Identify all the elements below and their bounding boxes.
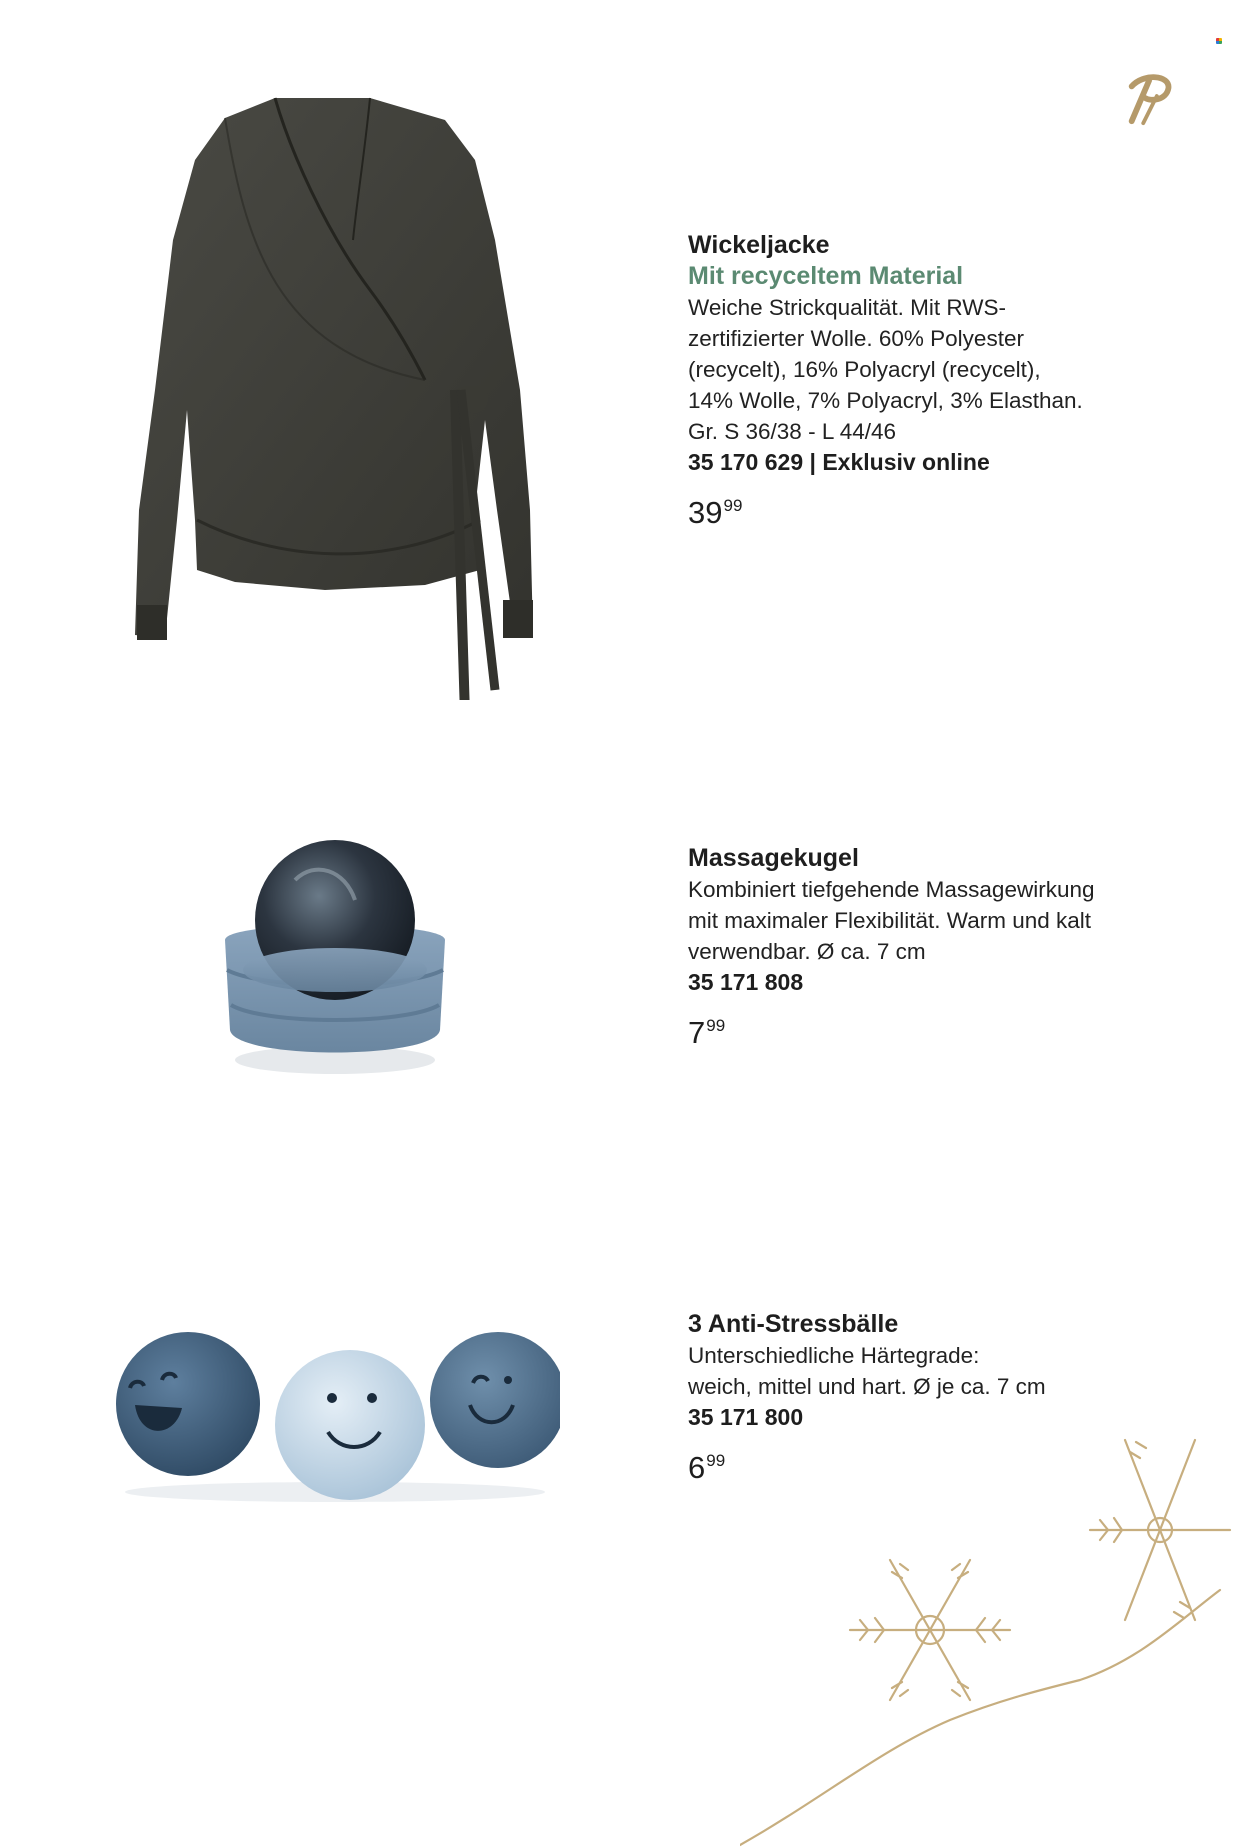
brand-logo-icon bbox=[1122, 68, 1180, 128]
product-massagekugel bbox=[688, 843, 1208, 1059]
stress-balls-image bbox=[110, 1320, 560, 1510]
wrap-cardigan-image bbox=[125, 90, 535, 700]
price-cent: 99 bbox=[723, 496, 743, 515]
product-description-line: zertifizierter Wolle. 60% Polyester bbox=[688, 326, 1024, 351]
product-description-line: 14% Wolle, 7% Polyacryl, 3% Elasthan. bbox=[688, 388, 1083, 413]
product-title: Wickeljacke bbox=[688, 231, 830, 259]
price-euro: 39 bbox=[688, 495, 723, 530]
product-description-line: mit maximaler Flexibilität. Warm und kalt bbox=[688, 908, 1092, 933]
price bbox=[688, 1006, 1208, 1059]
corner-color-marker bbox=[1216, 38, 1222, 44]
snowflake-decoration-icon bbox=[740, 1420, 1250, 1847]
price bbox=[688, 486, 1208, 539]
product-description-line: Gr. S 36/38 - L 44/46 bbox=[688, 419, 897, 444]
product-title: 3 Anti-Stressbälle bbox=[688, 1310, 899, 1338]
product-description-line: (recycelt), 16% Polyacryl (recycelt), bbox=[688, 357, 1041, 382]
product-description-line: Unterschiedliche Härtegrade: bbox=[688, 1343, 980, 1368]
product-description-line: weich, mittel und hart. Ø je ca. 7 cm bbox=[688, 1374, 1046, 1399]
price-euro: 7 bbox=[688, 1015, 706, 1050]
article-number: 35 170 629 | Exklusiv online bbox=[688, 449, 990, 475]
price-cent: 99 bbox=[706, 1451, 726, 1470]
article-number: 35 171 808 bbox=[688, 969, 804, 995]
product-description-line: Weiche Strickqualität. Mit RWS- bbox=[688, 295, 1006, 320]
massage-ball-image bbox=[205, 820, 465, 1080]
product-wickeljacke bbox=[688, 230, 1208, 539]
price-euro: 6 bbox=[688, 1450, 706, 1485]
product-description-line: verwendbar. Ø ca. 7 cm bbox=[688, 939, 926, 964]
product-subtitle: Mit recyceltem Material bbox=[688, 262, 964, 290]
price-cent: 99 bbox=[706, 1016, 726, 1035]
product-description-line: Kombiniert tiefgehende Massagewirkung bbox=[688, 877, 1095, 902]
article-number: 35 171 800 bbox=[688, 1404, 804, 1430]
product-title: Massagekugel bbox=[688, 844, 859, 872]
